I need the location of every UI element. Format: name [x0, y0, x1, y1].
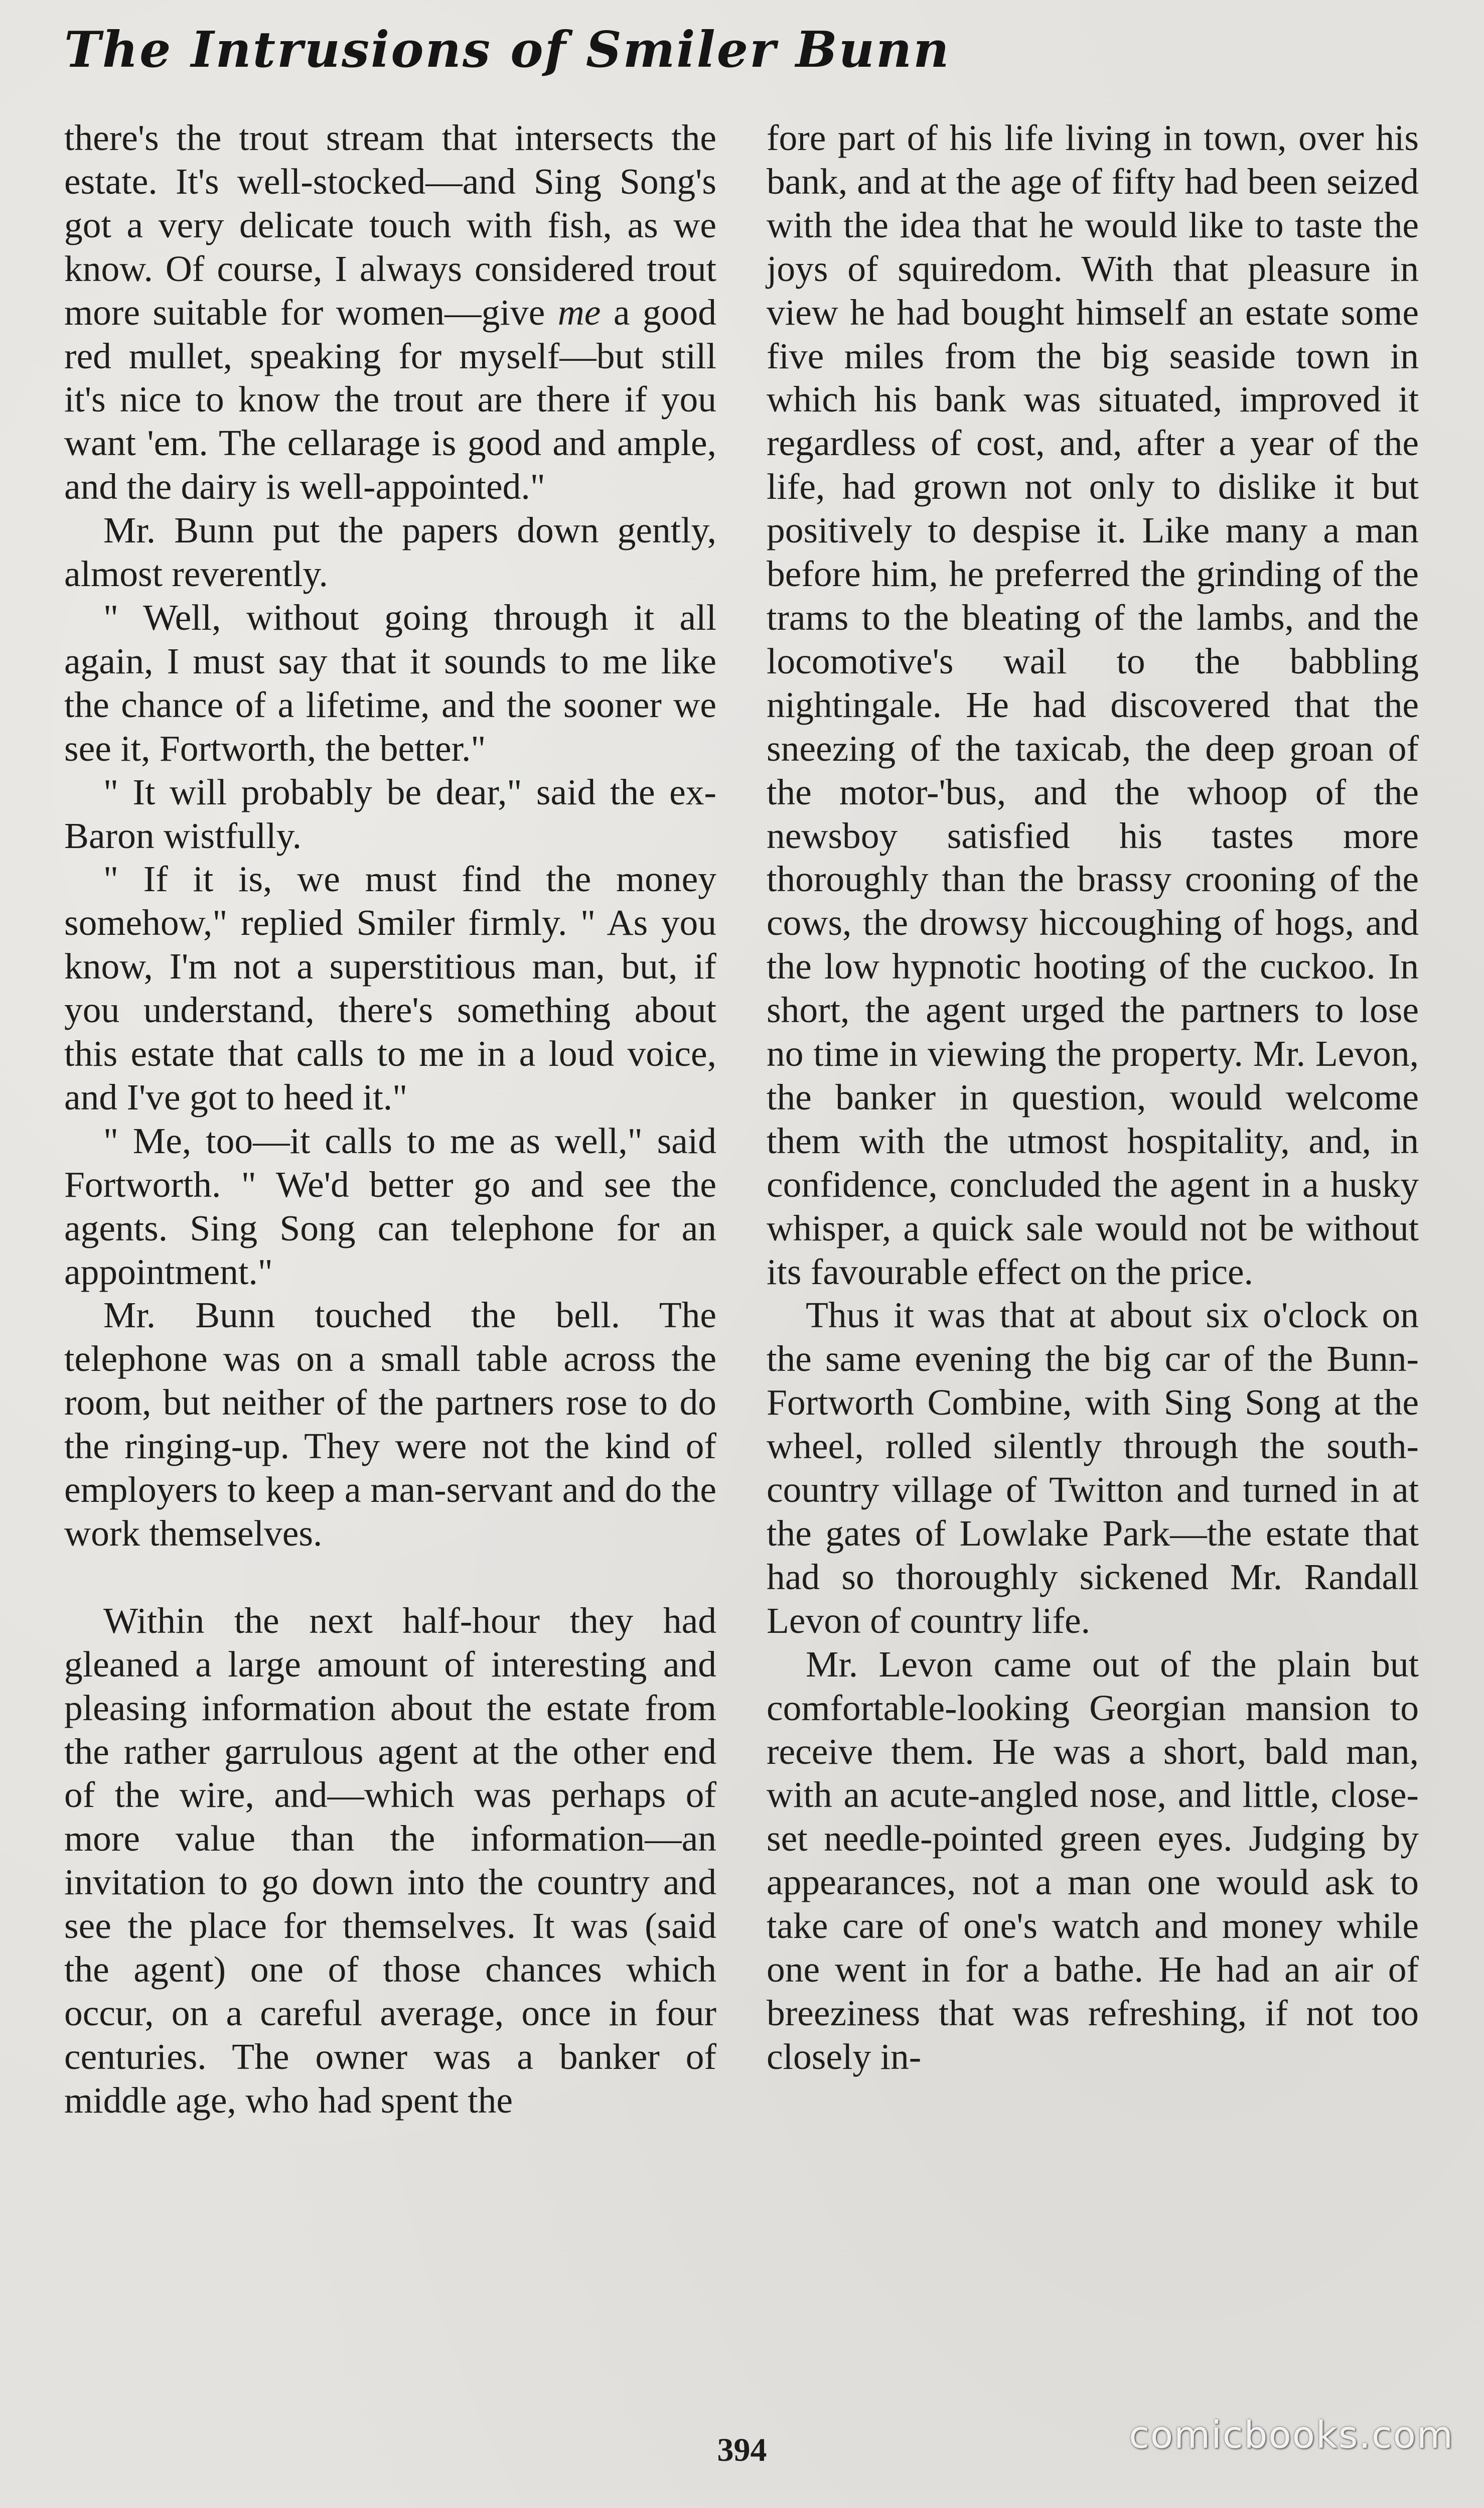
- paragraph: Mr. Levon came out of the plain but comfortable-looking Georgian mansion to receive them. He was a short, bald man, with an acute-angled nose, and little, close-set needle-pointed green eyes. Judging by appearances, not a man one would ask to take care of one's watch and money while one went in for a bathe. He had an air of breeziness that was refreshing, if not too closely in-: [767, 1643, 1419, 2077]
- paragraph: Thus it was that at about six o'clock on the same evening the big car of the Bunn-Fortworth Combine, with Sing Song at the wheel, rolled silently through the south-country village of Twitton and turned in at the gates of Lowlake Park—the estate that had so thoroughly sickened Mr. Randall Levon of country life.: [767, 1295, 1419, 1641]
- running-head: The Intrusions of Smiler Bunn: [64, 21, 951, 79]
- right-column: [767, 116, 1419, 2079]
- paragraph: " Me, too—it calls to me as well," said Fortworth. " We'd better go and see the agents. Sing Song can telephone for an appointment.": [64, 1120, 716, 1292]
- paragraph: [64, 116, 716, 509]
- section-break: [64, 1556, 716, 1599]
- paragraph: Mr. Bunn put the papers down gently, almost reverently.: [64, 510, 716, 595]
- watermark: comicbooks.com: [1129, 2414, 1454, 2457]
- paragraph: Mr. Bunn touched the bell. The telephone was on a small table across the room, but neither of the partners rose to do the ringing-up. They were not the kind of employers to keep a man-servant and do the work themselves.: [64, 1295, 716, 1554]
- paragraph: " Well, without going through it all again, I must say that it sounds to me like the chance of a lifetime, and the sooner we see it, Fortworth, the better.": [64, 597, 716, 769]
- paragraph-text: a good red mullet, speaking for myself—but still it's nice to know the trout are there if you want 'em. The cellarage is good and ample, and the dairy is well-appointed.": [64, 292, 717, 507]
- page-number: 394: [717, 2432, 767, 2468]
- paragraph: " If it is, we must find the money somehow," replied Smiler firmly. " As you know, I'm not a superstitious man, but, if you understand, there's something about this estate that calls to me in a loud voice, and I've got to heed it.": [64, 859, 716, 1118]
- paragraph-text: there's the trout stream that intersects the estate. It's well-stocked—and Sing Song's got a very delicate touch with fish, as we know. Of course, I always considered trout more suitable for women—give: [64, 117, 716, 333]
- paragraph: " It will probably be dear," said the ex-Baron wistfully.: [64, 771, 716, 856]
- left-column: [64, 116, 716, 2123]
- paragraph: fore part of his life living in town, over his bank, and at the age of fifty had been seized with the idea that he would like to taste the joys of squiredom. With that pleasure in view he had bought himself an estate some five miles from the big seaside town in which his bank was situated, improved it regardless of cost, and, after a year of the life, had grown not only to dislike it but positively to despise it. Like many a man before him, he preferred the grinding of the trams to the bleating of the lambs, and the locomotive's wail to the babbling nightingale. He had discovered that the sneezing of the taxicab, the deep groan of the motor-'bus, and the whoop of the newsboy satisfied his tastes more thoroughly than the brassy crooning of the cows, the drowsy hiccoughing of hogs, and the low hypnotic hooting of the cuckoo. In short, the agent urged the partners to lose no time in viewing the property. Mr. Levon, the banker in question, would welcome them with the utmost hospitality, and, in confidence, concluded the agent in a husky whisper, a quick sale would not be without its favourable effect on the price.: [767, 117, 1419, 1292]
- emphasis-text: me: [557, 292, 601, 333]
- paragraph: Within the next half-hour they had gleaned a large amount of interesting and pleasing information about the estate from the rather garrulous agent at the other end of the wire, and—which was perhaps of more value than the information—an invitation to go down into the country and see the place for themselves. It was (said the agent) one of those chances which occur, on a careful average, once in four centuries. The owner was a banker of middle age, who had spent the: [64, 1600, 716, 2121]
